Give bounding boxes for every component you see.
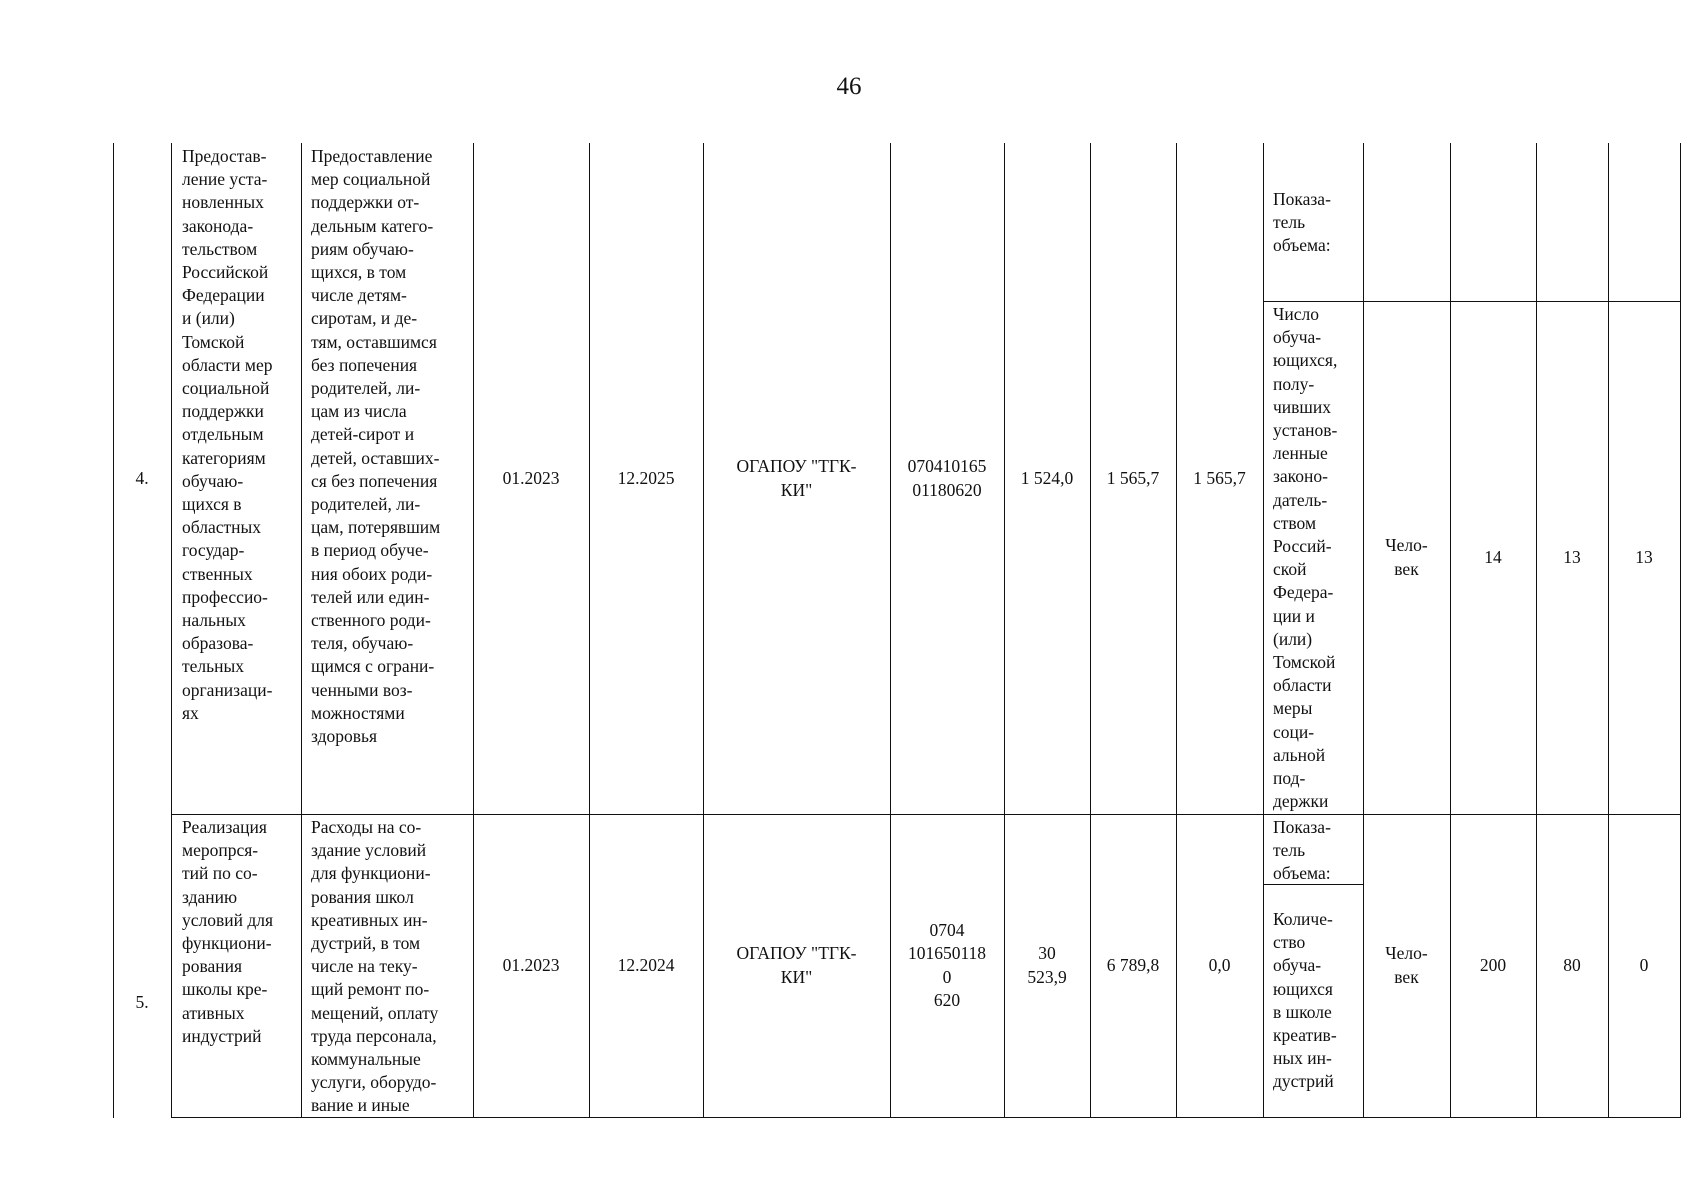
indicator-value-2: 13 [1563,546,1581,567]
row-number: 5. [135,992,149,1013]
start-date: 01.2023 [502,954,560,975]
indicator-value-2: 80 [1563,954,1581,975]
table-divider [171,143,172,1118]
indicator-value-1: 200 [1479,954,1507,975]
executor: ОГАПОУ "ТГК- КИ" [736,943,857,987]
page-number: 46 [836,73,862,100]
start-date: 01.2023 [502,467,560,488]
table-divider [301,143,302,1118]
funding-year-2: 1 565,7 [1106,467,1160,488]
event-name: Предостав- ление уста- новленных законода- тельством Российской Федерации и (или) Томской области мер социальной поддержки отдельным категориям обучаю- щихся в областных государ- ственных профессио- нальных образова- тельных организаци- ях [182,146,273,723]
funding-year-1: 1 524,0 [1020,467,1074,488]
indicator-name: Число обуча- ющихся, полу- чивших установ- ленные законо- датель- ством Россий- ской Федера- ции и (или) Томской области меры соци- альной под- держки [1273,304,1338,812]
end-date: 12.2025 [617,467,675,488]
event-description: Предоставление мер социальной поддержки от- дельным катего- риям обучаю- щихся, в том числе детям- сиротам, и де- тям, оставшимся без попечения родителей, ли- цам из числа детей-сирот и детей, оставших- ся без попечения родителей, ли- цам, потерявшим в период обуче- ния обоих роди- телей или един- ственного роди- теля, обучаю- щимся с ограни- ченными воз- можностями здоровья [311,146,441,747]
budget-code: 070410165 01180620 [907,456,987,500]
indicator-name: Количе- ство обуча- ющихся в школе креатив- ных ин- дустрий [1273,909,1337,1092]
funding-year-2: 6 789,8 [1106,954,1160,975]
event-description: Расходы на со- здание условий для функциони- рования школ креативных ин- дустрий, в том числе на теку- щий ремонт по- мещений, оплату труда персонала, коммунальные услуги, оборудо- вание и иные [311,817,439,1116]
budget-code: 0704 101650118 0 620 [907,920,987,1010]
indicator-value-1: 14 [1484,546,1502,567]
executor: ОГАПОУ "ТГК- КИ" [736,456,857,500]
end-date: 12.2024 [617,954,675,975]
unit: Чело- век [1385,535,1428,579]
funding-year-1: 30 523,9 [1027,943,1067,987]
funding-year-3: 0,0 [1208,954,1231,975]
indicator-value-3: 0 [1639,954,1649,975]
table-border-right [1680,143,1681,1118]
table-divider [1263,143,1264,1118]
indicator-header: Показа- тель объема: [1273,189,1331,256]
funding-year-3: 1 565,7 [1193,467,1246,488]
row-number: 4. [135,467,149,488]
indicator-value-3: 13 [1635,546,1653,567]
indicator-header: Показа- тель объема: [1273,817,1331,884]
event-name: Реализация меропрся- тий по со- зданию условий для функциони- рования школы кре- ативных индустрий [182,817,274,1046]
unit: Чело- век [1385,943,1428,987]
